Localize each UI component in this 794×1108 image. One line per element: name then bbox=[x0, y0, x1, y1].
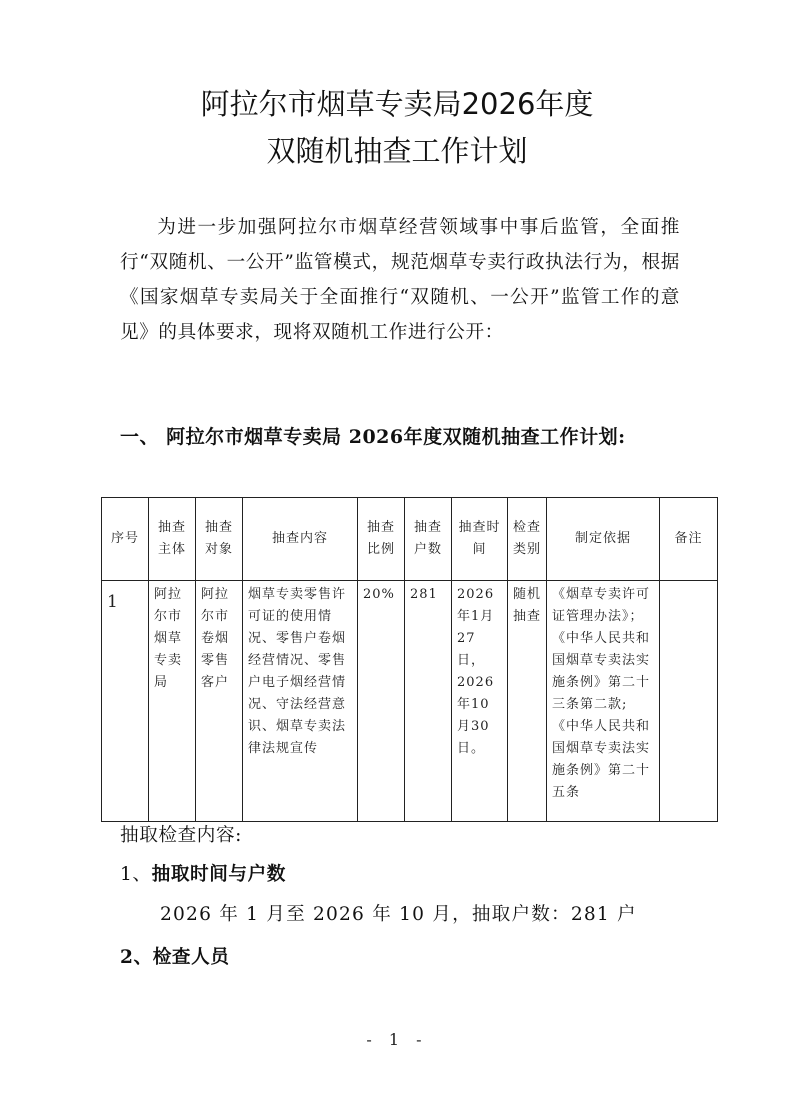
cell-target: 阿拉尔市卷烟零售客户 bbox=[196, 581, 243, 822]
item-1-title: 抽取时间与户数 bbox=[151, 864, 286, 885]
item-1-number: 1、 bbox=[120, 864, 152, 885]
inspection-plan-table bbox=[101, 497, 718, 822]
item-1-heading bbox=[120, 857, 286, 892]
cell-content: 烟草专卖零售许可证的使用情况、零售户卷烟经营情况、零售户电子烟经营情况、守法经营意识、烟草专卖法律法规宣传 bbox=[243, 581, 358, 822]
page-number: - 1 - bbox=[366, 1030, 428, 1049]
item-1-text: 2026 年 1 月至 2026 年 10 月，抽取户数：281 户 bbox=[160, 904, 637, 925]
table-header-row bbox=[102, 498, 718, 581]
table-row bbox=[102, 581, 718, 822]
header-households: 抽查户数 bbox=[405, 498, 452, 581]
cell-remark bbox=[660, 581, 718, 822]
header-target: 抽查对象 bbox=[196, 498, 243, 581]
cell-time: 2026年1月27日，2026年10月30日。 bbox=[452, 581, 508, 822]
intro-paragraph: 为进一步加强阿拉尔市烟草经营领域事中事后监管，全面推行“双随机、一公开”监管模式，规范烟草专卖行政执法行为，根据《国家烟草专卖局关于全面推行“双随机、一公开”监管工作的意见》的具体要求，现将双随机工作进行公开： bbox=[120, 217, 680, 343]
after-table-label: 抽取检查内容: bbox=[120, 825, 243, 846]
cell-category: 随机抽查 bbox=[508, 581, 547, 822]
header-remark: 备注 bbox=[660, 498, 718, 581]
header-ratio: 抽查比例 bbox=[358, 498, 405, 581]
header-category: 检查类别 bbox=[508, 498, 547, 581]
document-title-line-1: 阿拉尔市烟草专卖局2026年度 bbox=[200, 87, 594, 121]
cell-index: 1 bbox=[102, 581, 149, 822]
cell-ratio: 20% bbox=[358, 581, 405, 822]
header-index: 序号 bbox=[102, 498, 149, 581]
cell-basis: 《烟草专卖许可证管理办法》；《中华人民共和国烟草专卖法实施条例》第二十三条第二款;《中华人民共和国烟草专卖法实施条例》第二十五条 bbox=[547, 581, 660, 822]
cell-households: 281 bbox=[405, 581, 452, 822]
section-1-heading: 一、 阿拉尔市烟草专卖局 2026年度双随机抽查工作计划: bbox=[120, 426, 626, 448]
item-2-title: 检查人员 bbox=[152, 947, 230, 968]
item-2-heading bbox=[120, 940, 230, 975]
document-title-line-2: 双随机抽查工作计划 bbox=[266, 134, 528, 168]
header-subject: 抽查主体 bbox=[149, 498, 196, 581]
header-basis: 制定依据 bbox=[547, 498, 660, 581]
item-2-number: 2、 bbox=[120, 947, 153, 968]
header-content: 抽查内容 bbox=[243, 498, 358, 581]
cell-subject: 阿拉尔市烟草专卖局 bbox=[149, 581, 196, 822]
header-time: 抽查时间 bbox=[452, 498, 508, 581]
